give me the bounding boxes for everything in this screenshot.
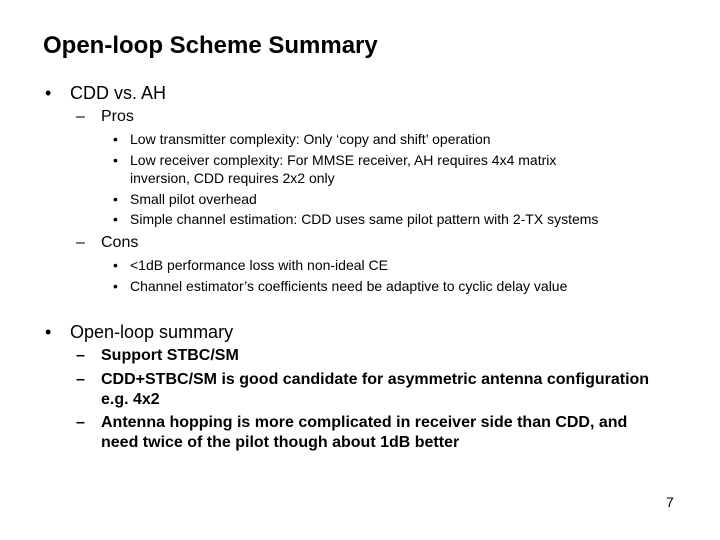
page-number: 7: [666, 494, 674, 510]
summary-item: CDD+STBC/SM is good candidate for asymmetric antenna configuration: [101, 371, 650, 388]
cons-item: <1dB performance loss with non-ideal CE: [130, 257, 388, 273]
bullet-marker: •: [113, 278, 118, 294]
section-heading-open-loop-summary: Open-loop summary: [70, 322, 234, 342]
dash-marker: –: [76, 414, 85, 431]
summary-item: Support STBC/SM: [101, 347, 239, 364]
pros-item: Small pilot overhead: [130, 191, 257, 207]
bullet-marker: •: [113, 191, 118, 207]
summary-item-continuation: need twice of the pilot though about 1dB better: [101, 434, 460, 451]
bullet-marker: •: [113, 211, 118, 227]
dash-marker: –: [76, 371, 85, 388]
pros-item: Low receiver complexity: For MMSE receiver, AH requires 4x4 matrix: [130, 152, 557, 168]
slide-title: Open-loop Scheme Summary: [43, 32, 378, 59]
section-heading-cdd-vs-ah: CDD vs. AH: [70, 83, 167, 103]
pros-item-continuation: inversion, CDD requires 2x2 only: [130, 170, 335, 186]
cons-label: Cons: [101, 234, 139, 251]
bullet-marker: •: [45, 322, 52, 342]
bullet-marker: •: [45, 83, 52, 103]
summary-item: Antenna hopping is more complicated in receiver side than CDD, and: [101, 414, 628, 431]
pros-item: Low transmitter complexity: Only ‘copy and shift’ operation: [130, 131, 491, 147]
dash-marker: –: [76, 108, 85, 125]
bullet-marker: •: [113, 152, 118, 168]
bullet-marker: •: [113, 131, 118, 147]
summary-item-continuation: e.g. 4x2: [101, 391, 160, 408]
pros-item: Simple channel estimation: CDD uses same pilot pattern with 2-TX systems: [130, 211, 599, 227]
dash-marker: –: [76, 347, 85, 364]
bullet-marker: •: [113, 257, 118, 273]
cons-item: Channel estimator’s coefficients need be adaptive to cyclic delay value: [130, 278, 568, 294]
pros-label: Pros: [101, 108, 134, 125]
dash-marker: –: [76, 234, 85, 251]
